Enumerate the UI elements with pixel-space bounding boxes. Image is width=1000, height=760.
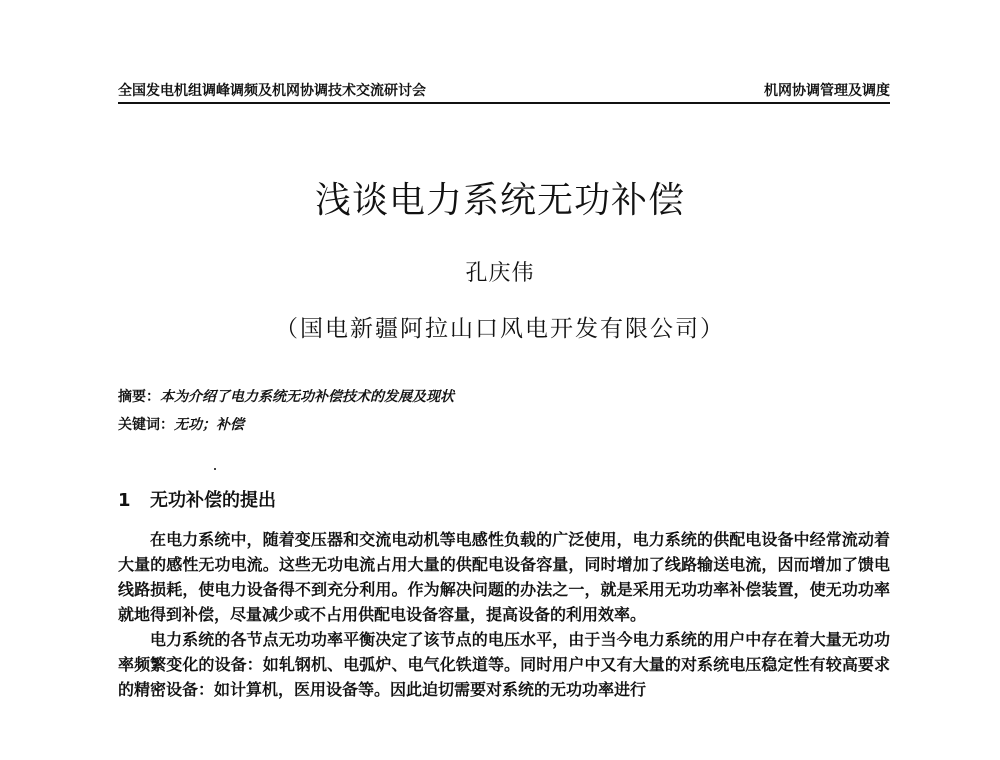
header-section-title: 机网协调管理及调度 [764,83,890,99]
abstract-text: 本为介绍了电力系统无功补偿技术的发展及现状 [160,389,454,405]
keywords-label: 关键词： [118,417,174,433]
paragraph: 电力系统的各节点无功功率平衡决定了该节点的电压水平，由于当今电力系统的用户中存在着大量无功功率频繁变化的设备：如轧钢机、电弧炉、电气化铁道等。同时用户中又有大量的对系统电压稳定性有较高要求的精密设备：如计算机，医用设备等。因此迫切需要对系统的无功功率进行 [118,630,890,699]
abstract [118,386,454,406]
keywords-text: 无功；补偿 [174,417,244,433]
paragraph: 在电力系统中，随着变压器和交流电动机等电感性负载的广泛使用，电力系统的供配电设备中经常流动着大量的感性无功电流。这些无功电流占用大量的供配电设备容量，同时增加了线路输送电流，因而增加了馈电线路损耗，使电力设备得不到充分利用。作为解决问题的办法之一，就是采用无功功率补偿装置，使无功功率就地得到补偿，尽量减少或不占用供配电设备容量，提高设备的利用效率。 [118,530,890,624]
scan-speck [214,468,216,470]
abstract-label: 摘要： [118,389,160,405]
body-text [118,527,890,702]
section-number: 1 [118,490,131,511]
section-heading [118,486,276,512]
paper-title: 浅谈电力系统无功补偿 [314,180,685,221]
header-conference-title: 全国发电机组调峰调频及机网协调技术交流研讨会 [118,83,426,99]
author-affiliation: （国电新疆阿拉山口风电开发有限公司） [275,316,725,342]
keywords [118,414,244,434]
section-title: 无功补偿的提出 [150,490,276,511]
running-header [118,78,890,104]
author-name: 孔庆伟 [465,261,535,286]
